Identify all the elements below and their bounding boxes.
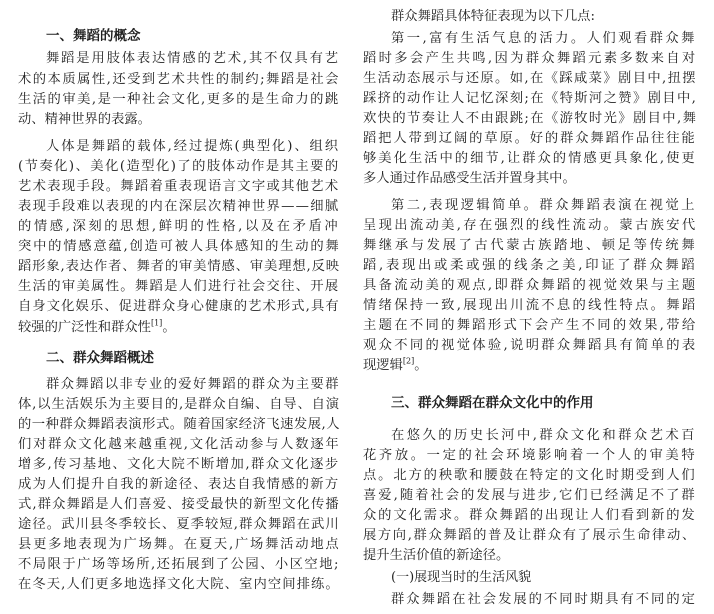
left-text-line-5: 人体是舞蹈的载体,经过提炼(典型化)、组织	[46, 139, 340, 154]
right-subsection-heading-26: (一)展现当时的生活风貌	[391, 570, 532, 585]
left-text-line-22: 式,群众舞蹈是人们喜爱、接受最快的新型文化传播	[18, 497, 340, 512]
left-section-heading-15: 二、群众舞蹈概述	[46, 350, 154, 366]
right-text-line-19: 在悠久的历史长河中,群众文化和群众艺术百	[391, 428, 697, 443]
right-text-line-21: 点。北方的秧歌和腰鼓在特定的文化时期受到人们	[363, 468, 697, 483]
left-text-line-10: 突中的情感意蕴,创造可被人具体感知的生动的舞	[18, 239, 341, 254]
right-text-line-8: 多人通过作品感受生活并置身其中。	[363, 171, 576, 186]
citation-marker: [2]	[402, 356, 415, 366]
right-text-line-2: 蹈时多会产生共鸣,因为群众舞蹈元素多数来自对	[363, 51, 698, 66]
right-section-heading-18: 三、群众舞蹈在群众文化中的作用	[391, 395, 594, 411]
left-text-line-7: 艺术表现手段。舞蹈着重表现语言文字或其他艺术	[18, 179, 340, 194]
right-text-line-22: 喜爱,随着社会的发展与进步,它们已经满足不了群	[363, 488, 697, 503]
right-text-line-5: 欢快的节奏让人不由跟跳;在《游牧时光》剧目中,舞	[363, 111, 698, 126]
right-text-line-3: 生活动态展示与还原。如,在《踩咸菜》剧目中,扭摆	[363, 71, 697, 86]
left-text-line-18: 的一种群众舞蹈表演形式。随着国家经济飞速发展,人	[18, 417, 341, 432]
right-text-line-15: 主题在不同的舞蹈形式下会产生不同的效果,带给	[363, 318, 698, 333]
left-text-line-26: 在冬天,人们更多地选择文化大院、室内空间排练。	[18, 577, 340, 592]
citation-marker: [1]	[150, 318, 163, 328]
left-text-line-20: 增多,传习基地、文化大院不断增加,群众文化逐步	[18, 457, 340, 472]
left-text-line-4: 动、精神世界的表露。	[18, 112, 151, 127]
left-text-line-16: 群众舞蹈以非专业的爱好舞蹈的群众为主要群	[46, 377, 340, 392]
left-text-line-25: 不局限于广场等场所,还拓展到了公园、小区空地;	[18, 557, 340, 572]
left-text-line-9: 的情感,深刻的思想,鲜明的性格,以及在矛盾冲	[18, 219, 341, 234]
right-text-line-13: 具备流动美的观点,即群众舞蹈的视觉效果与主题	[363, 278, 698, 293]
left-text-line-3: 生活的审美,是一种社会文化,更多的是生命力的跳	[18, 92, 340, 107]
left-text-line-24: 县更多地表现为广场舞。在夏天,广场舞活动地点	[18, 537, 341, 552]
left-text-line-23: 途径。武川县冬季较长、夏季较短,群众舞蹈在武川	[18, 517, 340, 532]
left-text-line-8: 表现手段难以表现的内在深层次精神世界——细腻	[18, 199, 340, 214]
right-text-line-9: 第二,表现逻辑简单。群众舞蹈表演在视觉上	[391, 198, 697, 213]
left-text-line-19: 们对群众文化越来越重视,文化活动参与人数逐年	[18, 437, 341, 452]
right-text-line-20: 花齐放。一定的社会环境影响着一个人的审美特	[363, 448, 698, 463]
right-text-line-11: 舞继承与发展了古代蒙古族踏地、顿足等传统舞	[363, 238, 698, 253]
left-section-heading-0: 一、舞蹈的概念	[46, 28, 141, 44]
right-text-line-6: 蹈把人带到辽阔的草原。好的群众舞蹈作品往往能	[363, 131, 697, 146]
right-text-line-12: 蹈,表现出或柔或强的线条之美,印证了群众舞蹈	[363, 258, 698, 273]
left-text-line-1: 舞蹈是用肢体表达情感的艺术,其不仅具有艺	[46, 51, 340, 66]
left-text-line-11: 蹈形象,表达作者、舞者的审美情感、审美理想,反映	[18, 259, 340, 274]
right-text-line-16: 观众不同的视觉体验,说明群众舞蹈具有简单的表	[363, 338, 698, 353]
right-text-line-1: 第一,富有生活气息的活力。人们观看群众舞	[391, 31, 697, 46]
right-text-line-25: 提升生活价值的新途径。	[363, 548, 510, 563]
right-text-line-24: 展方向,群众舞蹈的普及让群众有了展示生命律动、	[363, 528, 697, 543]
right-text-line-27: 群众舞蹈在社会发展的不同时期具有不同的定	[391, 592, 697, 607]
right-text-line-0: 群众舞蹈具体特征表现为以下几点:	[391, 9, 595, 24]
right-text-line-7: 够美化生活中的细节,让群众的情感更具象化,使更	[363, 151, 697, 166]
left-text-line-14: 较强的广泛性和群众性[1]。	[18, 318, 176, 335]
left-text-line-6: (节奏化)、美化(造型化)了的肢体动作是其主要的	[18, 159, 340, 174]
right-text-line-10: 呈现出流动美,存在强烈的线性流动。蒙古族安代	[363, 218, 698, 233]
right-text-line-14: 情绪保持一致,展现出川流不息的线性特点。舞蹈	[363, 298, 698, 313]
left-text-line-17: 体,以生活娱乐为主要目的,是群众自编、自导、自演	[18, 397, 340, 412]
left-text-line-12: 生活的审美属性。舞蹈是人们进行社会交往、开展	[18, 279, 340, 294]
left-text-line-21: 成为人们提升自我的新途径、表达自我情感的新方	[18, 477, 340, 492]
right-text-line-23: 众的文化需求。群众舞蹈的出现让人们看到新的发	[363, 508, 697, 523]
left-text-line-13: 自身文化娱乐、促进群众身心健康的艺术形式,具有	[18, 299, 340, 314]
left-text-line-2: 术的本质属性,还受到艺术共性的制约;舞蹈是社会	[18, 72, 340, 87]
right-text-line-4: 踩挤的动作让人记忆深刻;在《特斯河之赞》剧目中,	[363, 91, 698, 106]
right-text-line-17: 现逻辑[2]。	[363, 356, 428, 373]
